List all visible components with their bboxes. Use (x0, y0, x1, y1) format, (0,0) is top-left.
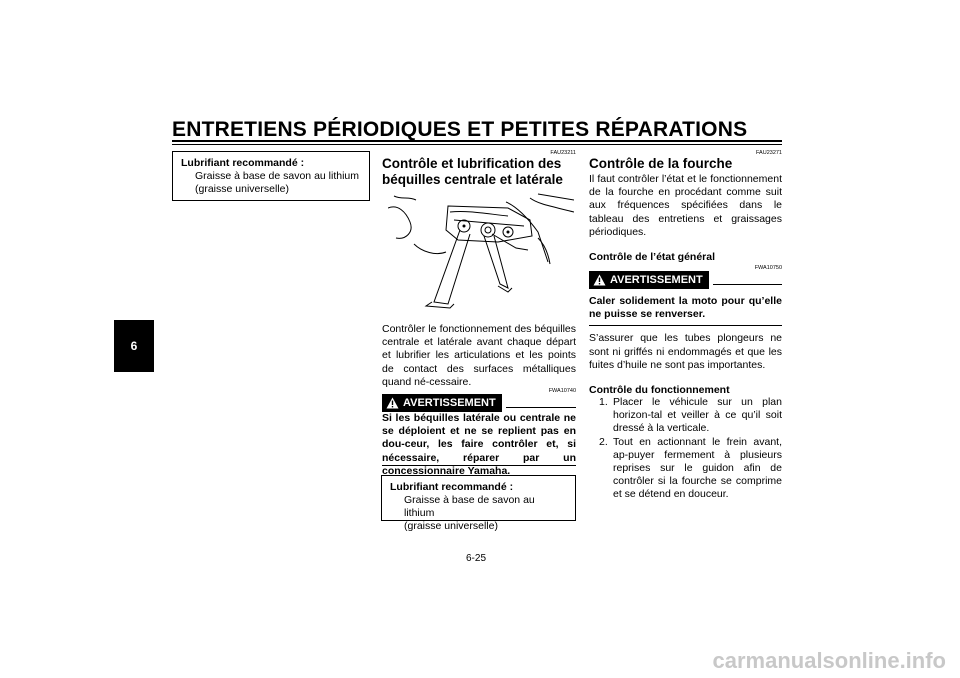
warning-code: FWA10750 (754, 265, 782, 272)
subhead-general: Contrôle de l’état général (589, 251, 716, 264)
right-column (589, 150, 782, 502)
lubricant-box-middle (381, 475, 576, 532)
header-rule (172, 140, 782, 142)
warning-label: AVERTISSEMENT (610, 274, 703, 287)
warning-end-rule (589, 325, 782, 326)
page-title: ENTRETIENS PÉRIODIQUES ET PETITES RÉPARATIONS (172, 118, 748, 141)
stand-check-text: Contrôler le fonctionnement des béquilles centrale et latérale avant chaque départ et lubrifier les articulations et les points de contact des surfaces métalliques quand né-cessaire. (382, 323, 576, 388)
warning-badge (589, 271, 709, 289)
warning-triangle-icon (593, 274, 606, 286)
section-title: Contrôle de la fourche (589, 156, 733, 171)
list-item-text: Placer le véhicule sur un plan horizon-tal et veiller à ce qu’il soit dressé à la verticale. (613, 396, 782, 435)
fork-intro-text: Il faut contrôler l’état et le fonctionnement de la fourche en procédant comme suit aux fréquences spécifiées dans le tableau des entretiens et graissages périodiques. (589, 173, 782, 238)
section-code: FAU23211 (550, 150, 576, 156)
warning-code: FWA10740 (548, 388, 576, 394)
list-item-text: Tout en actionnant le frein avant, ap-puyer fermement à plusieurs reprises sur le guidon afin de contrôler si la fourche se comprime et se détend en douceur. (613, 435, 782, 501)
warning-text: Si les béquilles latérale ou centrale ne se déploient et ne se replient pas en dou-ceur, les faire contrôler et, si nécessaire, réparer par un concessionnaire Yamaha. (382, 412, 576, 477)
chapter-tab: 6 (114, 320, 154, 372)
warning-label: AVERTISSEMENT (403, 397, 496, 409)
stand-illustration-drawing (388, 192, 574, 314)
warning-header (589, 271, 782, 289)
stand-illustration (388, 192, 574, 314)
watermark: carmanualsonline.info (712, 648, 946, 673)
warning-header (382, 394, 576, 412)
warning-end-rule (382, 465, 576, 466)
section-title: Contrôle et lubrification des béquilles centrale et latérale (382, 156, 563, 187)
list-item-number: 2. (599, 435, 608, 448)
middle-column (382, 150, 576, 188)
list-item-number: 1. (599, 396, 608, 409)
list-item (589, 396, 782, 436)
page-number: 6-25 (466, 553, 487, 564)
section-code: FAU23271 (756, 150, 782, 156)
warning-rule (713, 284, 782, 285)
lubricant-box-line: Graisse à base de savon au lithium (404, 494, 535, 519)
lubricant-box-line: Graisse à base de savon au lithium (195, 170, 360, 182)
lubricant-box-title: Lubrifiant recommandé : (390, 481, 514, 493)
warning-rule (506, 407, 576, 408)
lubricant-box-left (172, 151, 370, 201)
header-rule-thin (172, 144, 782, 145)
warning-triangle-icon (386, 397, 399, 409)
warning-badge (382, 394, 502, 412)
lubricant-box-line: (graisse universelle) (404, 520, 498, 532)
fork-check-text: S’assurer que les tubes plongeurs ne sont ni griffés ni endommagés et que les fuites d’huile ne sont pas importantes. (589, 332, 782, 371)
lubricant-box-line: (graisse universelle) (195, 183, 289, 195)
list-item (589, 436, 782, 502)
warning-text: Caler solidement la moto pour qu’elle ne puisse se renverser. (589, 295, 782, 321)
subhead-operation: Contrôle du fonctionnement (589, 384, 730, 397)
lubricant-box-title: Lubrifiant recommandé : (181, 157, 305, 169)
